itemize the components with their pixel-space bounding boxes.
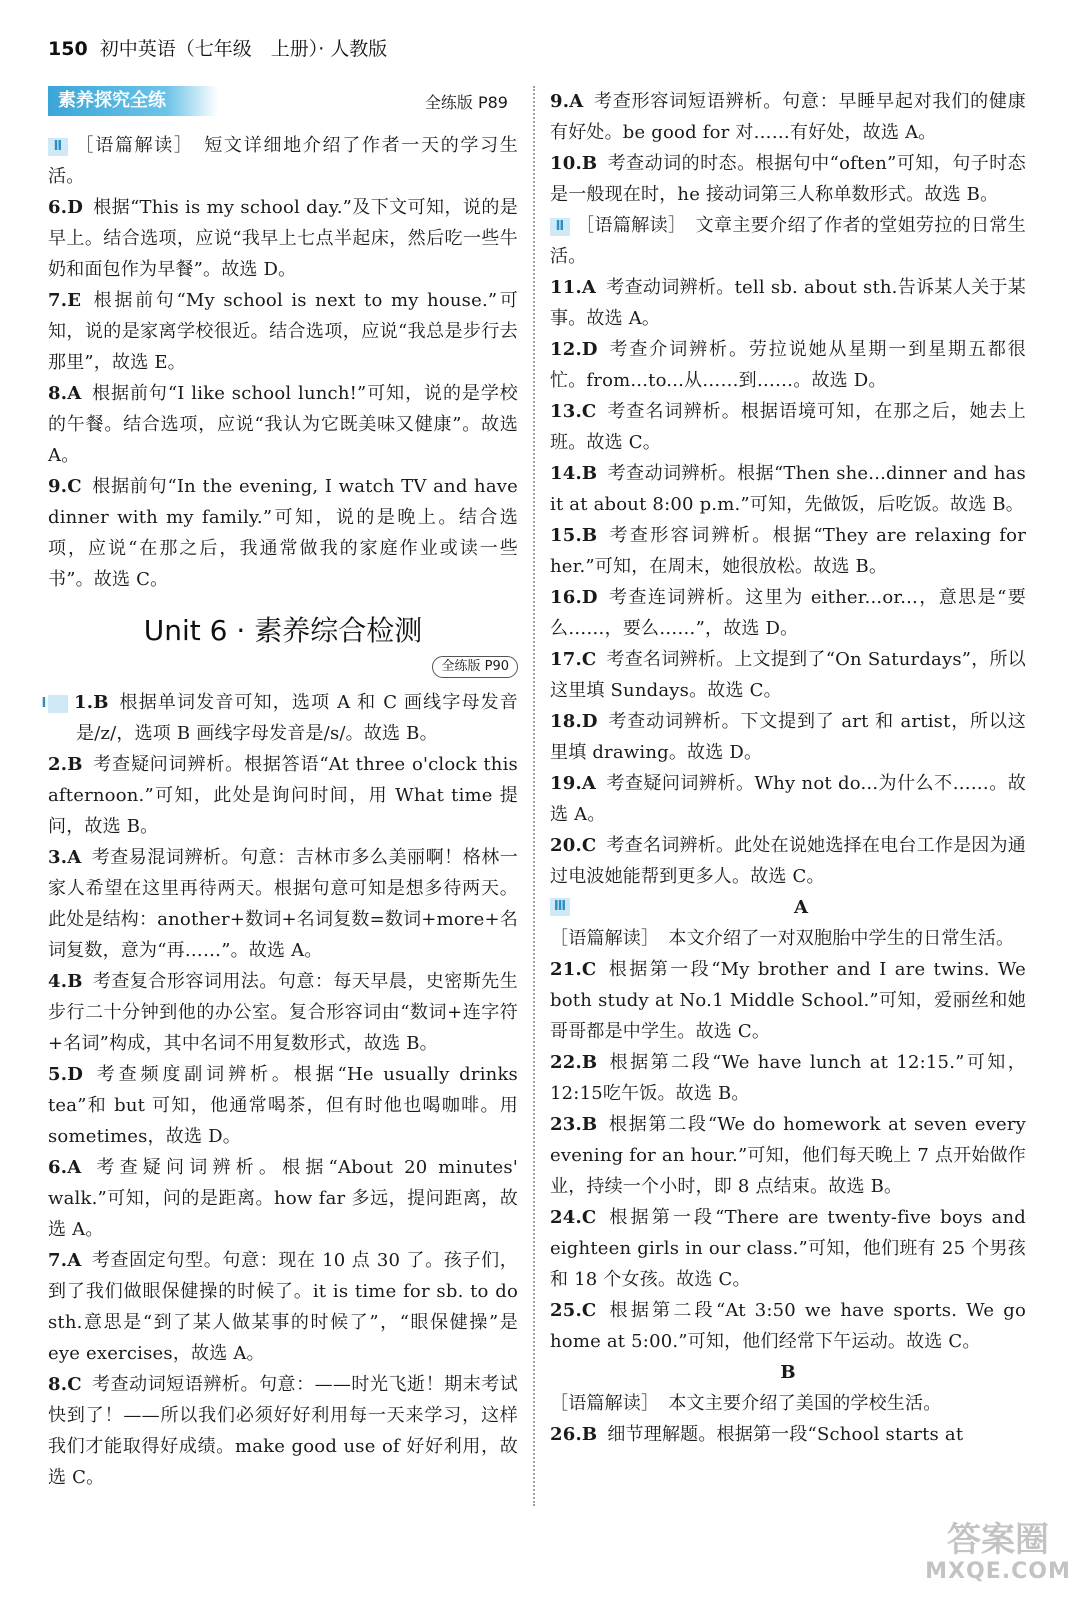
answer-item: 22.B 根据第二段“We have lunch at 12:15.”可知，12:15吃午饭。故选 B。: [550, 1052, 1026, 1104]
book-title: 初中英语（七年级 上册）· 人教版: [99, 38, 388, 60]
answer-item: 23.B 根据第二段“We do homework at seven every evening for an hour.”可知，他们每天晚上 7 点开始做作业，持续一个小时，即 8 点结束。故选 B。: [550, 1114, 1026, 1197]
answer-item: 19.A 考查疑问词辨析。Why not do...为什么不……。故选 A。: [550, 773, 1026, 825]
answer-item: 12.D 考查介词辨析。劳拉说她从星期一到星期五都很忙。from...to...从……到……。故选 D。: [550, 339, 1026, 391]
answer-list-right-1: [550, 86, 1026, 210]
answer-item: 8.A 根据前句“I like school lunch!”可知，说的是学校的午餐。结合选项，应说“我认为它既美味又健康”。故选 A。: [48, 383, 518, 466]
answer-item: 24.C 根据第一段“There are twenty-five boys and eighteen girls in our class.”可知，他们班有 25 个男孩和 18 个女孩。故选 C。: [550, 1207, 1026, 1290]
answer-item: 7.A 考查固定句型。句意：现在 10 点 30 了。孩子们，到了我们做眼保健操的时候了。it is time for sb. to do sth.意思是“到了某人做某事的时候了”，“眼保健操”是 eye exercises，故选 A。: [48, 1250, 518, 1364]
answer-item: 10.B 考查动词的时态。根据句中“often”可知，句子时态是一般现在时，he 接动词第三人称单数形式。故选 B。: [550, 153, 1026, 205]
answer-list-left-1: [48, 192, 518, 595]
answer-item: 7.E 根据前句“My school is next to my house.”可知，说的是家离学校很近。结合选项，应说“我总是步行去那里”，故选 E。: [48, 290, 518, 373]
answer-item: 13.C 考查名词辨析。根据语境可知，在那之后，她去上班。故选 C。: [550, 401, 1026, 453]
answer-item: 9.A 考查形容词短语辨析。句意：早睡早起对我们的健康有好处。be good for 对……有好处，故选 A。: [550, 91, 1026, 143]
answer-item: 21.C 根据第一段“My brother and I are twins. We both study at No.1 Middle School.”可知，爱丽丝和她哥哥都是中学生。故选 C。: [550, 959, 1026, 1042]
answer-list-right-2: [550, 272, 1026, 892]
answer-item: 6.D 根据“This is my school day.”及下文可知，说的是早上。结合选项，应说“我早上七点半起床，然后吃一些牛奶和面包作为早餐”。故选 D。: [48, 197, 518, 280]
passage-intro: ［语篇解读］ 本文主要介绍了美国的学校生活。: [550, 1393, 942, 1414]
answer-item: 17.C 考查名词辨析。上文提到了“On Saturdays”，所以这里填 Sundays。故选 C。: [550, 649, 1026, 701]
unit-title: Unit 6 · 素养综合检测: [143, 614, 423, 647]
passage-letter: Ⅲ A: [550, 892, 1026, 923]
page-header: [48, 34, 387, 61]
column-divider: [533, 86, 535, 1506]
answer-item: 20.C 考查名词辨析。此处在说她选择在电台工作是因为通过电波她能帮到更多人。故选 C。: [550, 835, 1026, 887]
passage-intro: Ⅱ ［语篇解读］ 文章主要介绍了作者的堂姐劳拉的日常生活。: [550, 215, 1026, 267]
answer-item: Ⅰ 1.B 根据单词发音可知，选项 A 和 C 画线字母发音是/z/，选项 B 画线字母发音是/s/。故选 B。: [41, 692, 518, 744]
answer-item: 18.D 考查动词辨析。下文提到了 art 和 artist，所以这里填 drawing。故选 D。: [550, 711, 1026, 763]
section-banner: 素养探究全练: [48, 86, 218, 116]
answer-item: 6.A 考查疑问词辨析。根据“About 20 minutes' walk.”可知，问的是距离。how far 多远，提问距离，故选 A。: [48, 1157, 518, 1240]
answer-item: 5.D 考查频度副词辨析。根据“He usually drinks tea”和 but 可知，他通常喝茶，但有时他也喝咖啡。用 sometimes，故选 D。: [48, 1064, 518, 1147]
answer-item: 26.B 细节理解题。根据第一段“School starts at: [550, 1424, 964, 1445]
answer-item: 4.B 考查复合形容词用法。句意：每天早晨，史密斯先生步行二十分钟到他的办公室。复合形容词由“数词+连字符+名词”构成，其中名词不用复数形式，故选 B。: [48, 971, 518, 1054]
passage-letter: B: [780, 1362, 796, 1383]
banner-page-ref: 全练版 P89: [424, 93, 508, 112]
section-number-badge: Ⅱ: [48, 138, 68, 156]
answer-item: 11.A 考查动词辨析。tell sb. about sth.告诉某人关于某事。故选 A。: [550, 277, 1026, 329]
right-column: [550, 86, 1026, 1450]
section-banner-row: [48, 86, 518, 120]
passage-intro: ［语篇解读］ 本文介绍了一对双胞胎中学生的日常生活。: [550, 928, 1015, 949]
answer-item: 25.C 根据第二段“At 3:50 we have sports. We go home at 5:00.”可知，他们经常下午运动。故选 C。: [550, 1300, 1026, 1352]
page-number: 150: [48, 38, 88, 60]
answer-item: 2.B 考查疑问词辨析。根据答语“At three o'clock this afternoon.”可知，此处是询问时间，用 What time 提问，故选 B。: [48, 754, 518, 837]
answer-item: 15.B 考查形容词辨析。根据“They are relaxing for her.”可知，在周末，她很放松。故选 B。: [550, 525, 1026, 577]
answer-list-right-3: [550, 954, 1026, 1357]
answer-item: 14.B 考查动词辨析。根据“Then she...dinner and has it at about 8:00 p.m.”可知，先做饭，后吃饭。故选 B。: [550, 463, 1026, 515]
left-column: [41, 86, 519, 1493]
answer-item: 9.C 根据前句“In the evening, I watch TV and have dinner with my family.”可知，说的是晚上。结合选项，应说“在那之后，我通常做我的家庭作业或读一些书”。故选 C。: [48, 476, 518, 590]
page-ref-badge: 全练版 P90: [432, 656, 518, 678]
passage-intro: Ⅱ ［语篇解读］ 短文详细地介绍了作者一天的学习生活。: [48, 135, 518, 187]
answer-item: 16.D 考查连词辨析。这里为 either...or...，意思是“要么……，要么……”，故选 D。: [550, 587, 1026, 639]
section-number-badge: Ⅱ: [550, 218, 570, 236]
site-watermark: 答案圈 MXQE.COM: [925, 1520, 1071, 1584]
section-number-badge: Ⅰ: [48, 695, 68, 713]
answer-item: 8.C 考查动词短语辨析。句意：——时光飞逝！期末考试快到了！——所以我们必须好好利用每一天来学习，这样我们才能取得好成绩。make good use of 好好利用，故选 C。: [48, 1374, 518, 1488]
section-number-badge: Ⅲ: [550, 898, 570, 916]
answer-item: 3.A 考查易混词辨析。句意：吉林市多么美丽啊！格林一家人希望在这里再待两天。根据句意可知是想多待两天。此处是结构：another+数词+名词复数=数词+more+名词复数，意为“再……”。故选 A。: [48, 847, 519, 961]
answer-list-left-2: [48, 749, 518, 1493]
